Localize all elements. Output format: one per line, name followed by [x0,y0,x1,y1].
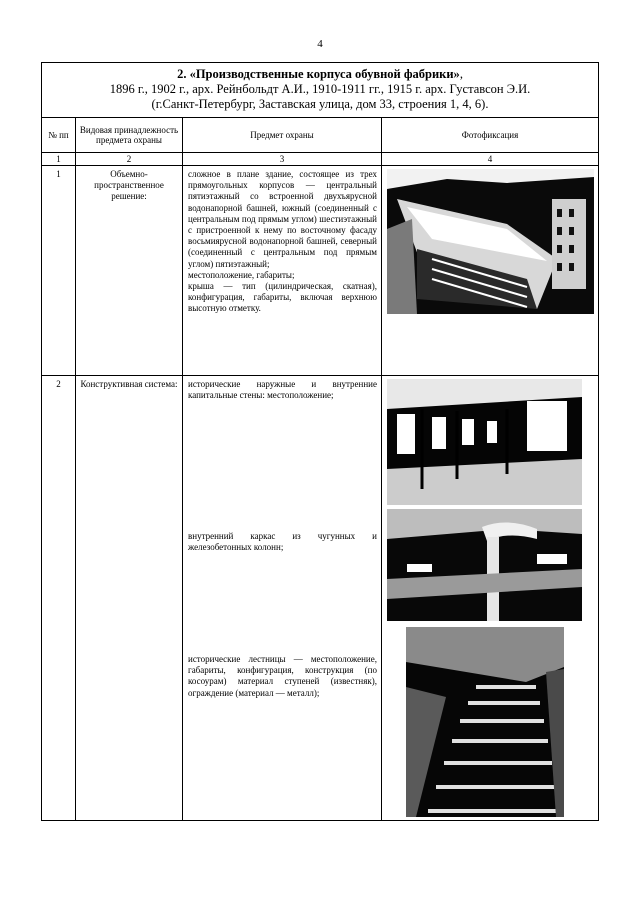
row-number: 1 [42,166,76,376]
column-number: 1 [42,153,76,166]
photo-cast-iron-columns [387,509,582,621]
header-subject: Предмет охраны [183,118,382,153]
row-kind: Объемно-пространственное решение: [76,166,183,376]
header-kind: Видовая принадлежность предмета охраны [76,118,183,153]
object-address: (г.Санкт-Петербург, Заставская улица, дом 33, строения 1, 4, 6). [151,97,489,111]
object-dates: 1896 г., 1902 г., арх. Рейнбольдт А.И., 1910-1911 гг., 1915 г. арх. Густавсон Э.И. [109,82,531,96]
column-number: 2 [76,153,183,166]
description-text: местоположение, габариты; [188,269,295,280]
photo-historic-staircase [406,627,564,817]
column-number: 4 [382,153,599,166]
title-comma: , [459,67,463,81]
header-photo: Фотофиксация [382,118,599,153]
row-photos [382,166,599,376]
object-title: 2. «Производственные корпуса обувной фабрики» [177,67,460,81]
row-description [183,166,382,376]
page-number: 4 [317,38,323,50]
table-row [42,166,599,376]
photo-interior-walls [387,379,582,505]
header-num: № пп [42,118,76,153]
row-kind: Конструктивная система: [76,376,183,821]
row-photos [382,376,599,821]
description-text: сложное в плане здание, состоящее из трех прямоугольных корпусов — центральный пятиэтажный со встроенной двухъярусной водонапорной башней, южный (соединенный с центральным под прямым углом) шестиэтажный с пристроенной к нему по восточному фасаду восьмиярусной водонапорной башней, северный (соединенный с центральным под прямым углом) пятиэтажный; [188,169,377,269]
row-description [183,376,382,821]
protection-table [41,62,599,821]
photo-building-aerial [387,169,594,314]
description-text: внутренний каркас из чугунных и железобетонных колонн; [188,531,377,553]
column-number: 3 [183,153,382,166]
description-text: крыша — тип (цилиндрическая, скатная), конфигурация, габариты, включая верхнюю высотную отметку. [188,281,377,314]
description-text: исторические наружные и внутренние капитальные стены: местоположение; [188,379,377,401]
table-row [42,376,599,821]
row-number: 2 [42,376,76,821]
object-title-block [42,63,599,118]
description-text: исторические лестницы — местоположение, габариты, конфигурация, конструкция (по косоурам) материал ступеней (известняк), ограждение (материал — металл); [188,654,377,698]
